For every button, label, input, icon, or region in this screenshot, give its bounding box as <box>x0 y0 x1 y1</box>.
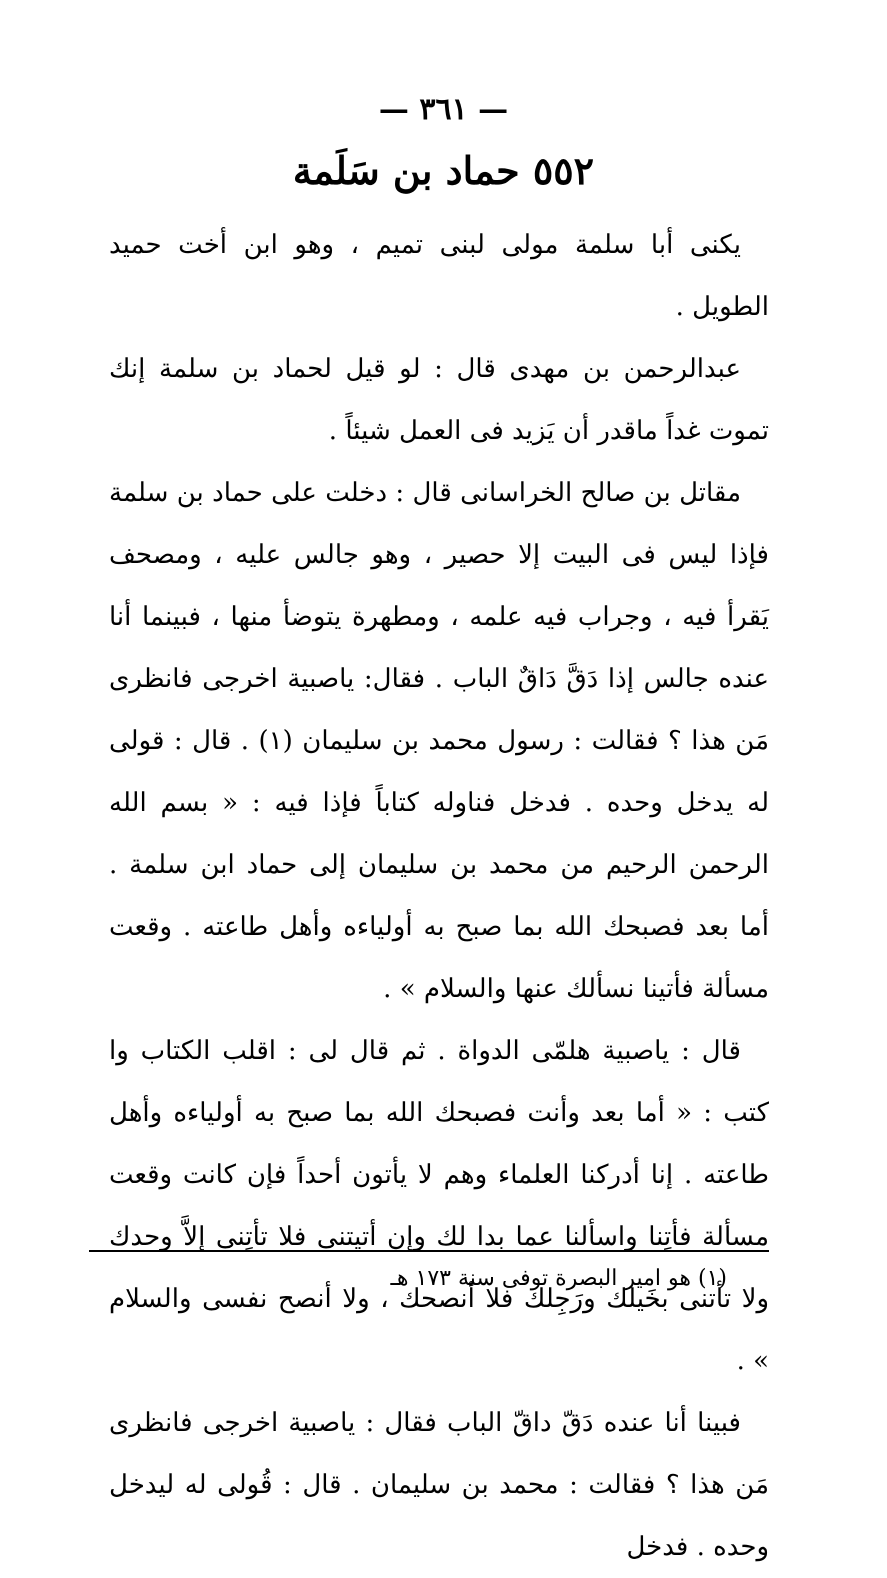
paragraph: يكنى أبا سلمة مولى لبنى تميم ، وهو ابن أخت حميد الطويل . <box>109 230 769 322</box>
paragraph: مقاتل بن صالح الخراسانى قال : دخلت على حماد بن سلمة فإذا ليس فى البيت إلا حصير ، وهو جالس عليه ، ومصحف يَقرأ فيه ، وجراب فيه علمه ، ومطهرة يتوضأ منها ، فبينما أنا عنده جالس إذا دَقَّ دَاقٌ الباب . فقال: ياصبية اخرجى فانظرى مَن هذا ؟ فقالت : رسول محمد بن سليمان (١) . قال : قولى له يدخل وحده . فدخل فناوله كتاباً فإذا فيه : « بسم الله الرحمن الرحيم من محمد بن سليمان إلى حماد ابن سلمة . أما بعد فصبحك الله بما صبح به أولياءه وأهل طاعته . وقعت مسألة فأتينا نسألك عنها والسلام » . <box>109 478 770 1004</box>
paragraph: فبينا أنا عنده دَقّ داقّ الباب فقال : ياصبية اخرجى فانظرى مَن هذا ؟ فقالت : محمد بن سليمان . قال : قُولى له ليدخل وحده . فدخل <box>109 1408 769 1562</box>
entry-title: ٥٥٢ حماد بن سَلَمة <box>292 148 595 193</box>
page-number: — ٣٦١ — <box>378 92 509 127</box>
footnote-divider <box>89 1250 769 1252</box>
body-text <box>109 214 769 1578</box>
paragraph: عبدالرحمن بن مهدى قال : لو قيل لحماد بن سلمة إنك تموت غداً ماقدر أن يَزيد فى العمل شيئاً . <box>109 354 769 446</box>
paragraph: قال : ياصبية هلمّى الدواة . ثم قال لى : اقلب الكتاب وا كتب : « أما بعد وأنت فصبحك الله بما صبح به أولياءه وأهل طاعته . إنا أدركنا العلماء وهم لا يأتون أحداً فإن كانت وقعت مسألة فأتِنا واسألنا عما بدا لك وإن أتيتنى فلا تأتِنى إلاَّ وحدك ولا تأتنى بخَيلك ورَجِلك فلا أنصحك ، ولا أنصح نفسى والسلام » . <box>109 1036 769 1376</box>
footnote: (١) هو امير البصرة توفى سنة ١٧٣ هـ <box>390 1266 727 1291</box>
